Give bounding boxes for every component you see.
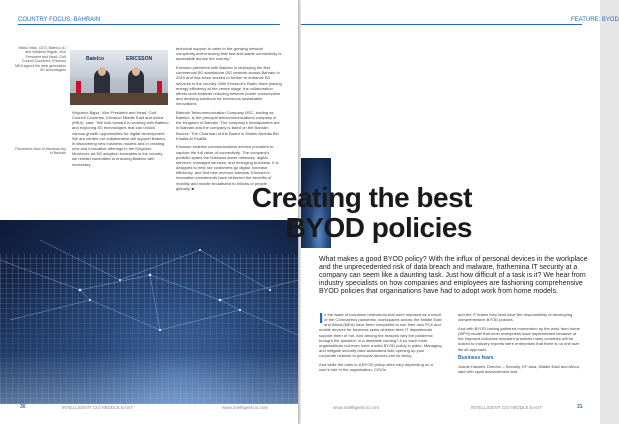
- signing-photo: [70, 50, 168, 105]
- network-lines: [0, 220, 298, 404]
- article-intro: What makes a good BYOD policy? With the influx of personal devices in the workplace and the unprecedented risk of data breach and malware, frathemina IT security at a company can seem like a daunting task. Just how difficult of a task is it? We hear from industry specialists on how companies and employees are fashioning comprehensive BYOD policies that organisations have had to adopt work from home models.: [319, 256, 588, 296]
- subheading: Business fears: [458, 355, 494, 362]
- header-rule: [18, 24, 280, 25]
- flag: [157, 81, 162, 93]
- hero-caption: Panoramic view of Manama city in Bahrain: [15, 147, 66, 156]
- paragraph: technical support to cater to the growing network complexity and ensuring that fast and stable connectivity is accessible across the country.": [176, 46, 282, 62]
- paragraph: Wojciech Bajsz, Vice President and Head, Gulf Council Countries, Ericsson Middle East and Africa (MEA), said: "We look forward to working with Batelco and exploring 5G technologies that can unlock various growth opportunities for digital development. We are certain our collaboration will support Batelco in discovering new business models and in creating new and innovative offerings in the Kingdom. Moreover, as 5G adoption increases in the country, we remain committed to ensuring Batelco with necessary: [72, 110, 169, 167]
- paragraph: [319, 312, 442, 358]
- header-rule: [301, 24, 582, 25]
- body-column-2: [458, 312, 581, 378]
- article-title: Creating the best BYOD policies: [251, 182, 472, 243]
- article-column-2: [176, 46, 282, 194]
- photo-backdrop: [70, 50, 168, 78]
- ericsson-logo: ERICSSON: [126, 56, 153, 62]
- batelco-logo: Batelco: [86, 56, 105, 62]
- paragraph: Ericsson enables communications service providers to capture the full value of connectivity. The company's portfolio spans the business areas networks, digital services, managed services, and emerging business. It is designed to help our customers go digital, increase efficiency, and find new revenue streams. Ericsson's innovation investments have delivered the benefits of mobility and mobile broadband to billions of people globally. ■: [176, 144, 279, 191]
- paragraph: And while the rules in a BYOD policy often vary depending on a user's role in the organisation, CISOs: [319, 362, 433, 373]
- paragraph: Bahrain Telecommunication Company BSC, trading as Batelco, is the principal telecommunications company in the Kingdom of Bahrain. The company's headquarters are in Bahrain and the company is listed on the Bahrain Bourse. The Chairman of the Board is Shaikh Abdulla Bin Khalifa Al Khalifa.: [176, 109, 280, 141]
- section-label: COUNTRY FOCUS: BAHRAIN: [18, 17, 101, 23]
- article-column-1: [72, 110, 169, 170]
- paragraph: Joanie Hackett, Director – Security, EF Asia, Middle East and Africa, said with rapid advancement and: [458, 364, 580, 375]
- paragraph: and the IT teams they lead have the responsibility of developing comprehensive BYOD policies.: [458, 312, 573, 323]
- body-column-1: [319, 312, 442, 376]
- person-head: [98, 67, 106, 76]
- drop-cap: I: [319, 310, 324, 327]
- page-number: 31: [577, 404, 583, 410]
- manama-city-image: [0, 220, 298, 404]
- signing-table: [70, 93, 168, 105]
- footer-magazine: INTELLIGENT CIO MIDDLE EAST: [62, 405, 133, 410]
- footer-url: www.intelligentcio.com: [222, 405, 269, 410]
- flag: [76, 81, 81, 93]
- paragraph: And with BYOD having gathered momentum by the work from home (WFH) model that most enterprises have implemented because of the imposed lockdown standard practices many countries will be looked to industry experts were enterprises that there is no one size fits all approach.: [458, 325, 580, 352]
- person-head: [132, 67, 140, 76]
- paragraph-text: n the wake of lockdown restrictions that were imposed as a result of the Coronavirus pandemic, workspaces across the Middle East and Africa (MEA) have been compelled to use their own PCs and mobile devices for business tasks whether their IT departments support them or not. And among the reasons why the pandemic brought the question: is a desirable coming? A so each more organisations not even have a solid BYOD policy in place. Managing and mitigate security risks associated with opening up your corporate network to personal devices can be tricky.: [319, 312, 442, 359]
- photo-caption: Mikko Vitas, CEO, Batelco (L) and Wadiesh Bajpai, Vice President and Head, Gulf Council Countries, Ericsson MEA signed the deal generation 5G technologies: [15, 46, 66, 73]
- page-number: 30: [20, 404, 26, 410]
- footer-magazine: INTELLIGENT CIO MIDDLE EAST: [471, 405, 542, 410]
- paragraph: Ericsson partnered with Batelco in deploying the first commercial 5G standalone (5G network across Bahrain in 2019 and has since worked to further to enhance 5G services in the country. With Ericsson's Radio there placing energy efficiency at the centre stage, the collaboration efforts work towards reducing network power consumption and devising solutions for enormous sustainable innovations.: [176, 65, 282, 107]
- section-label: FEATURE: BYOD: [571, 17, 619, 23]
- footer-url: www.intelligentcio.com: [333, 405, 380, 410]
